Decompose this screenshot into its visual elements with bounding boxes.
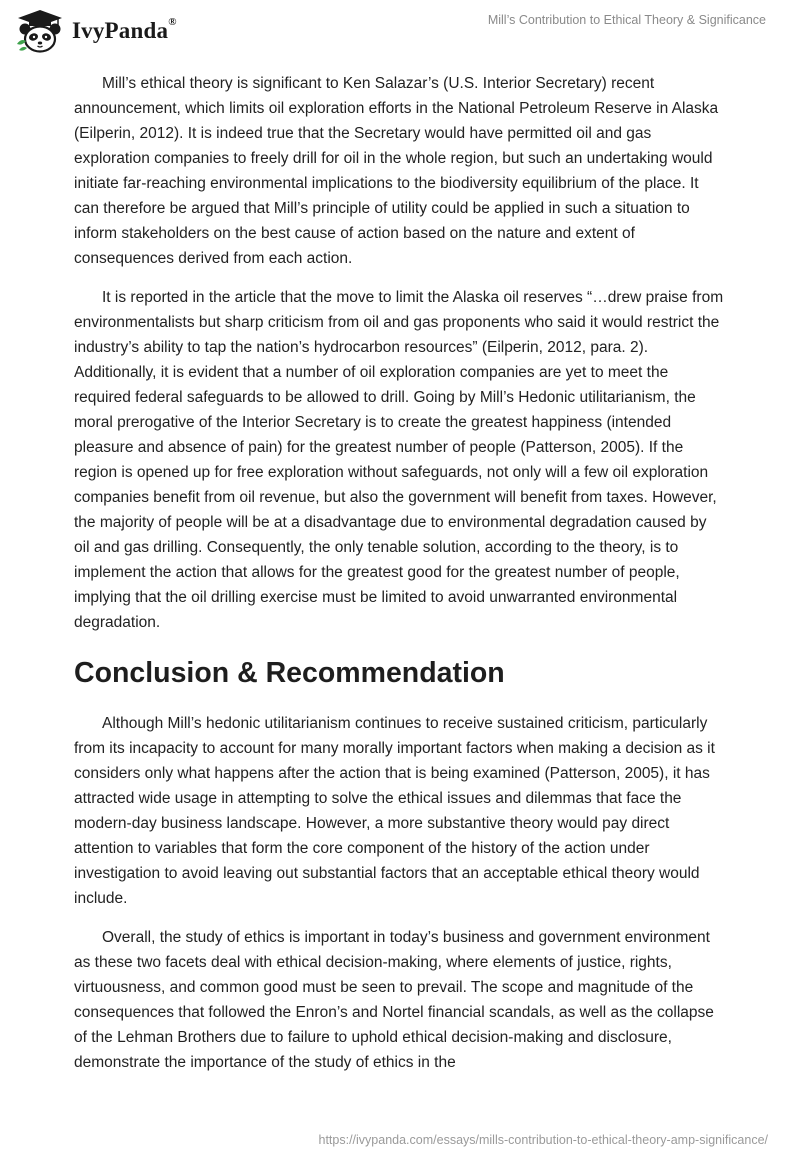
panda-graduate-icon <box>14 8 66 54</box>
paragraph: Although Mill’s hedonic utilitarianism continues to receive sustained criticism, particularly from its incapacity to account for many morally important factors when making a decision as it considers only what happens after the action that is being examined (Patterson, 2005), it has attracted wide usage in attempting to solve the ethical issues and dilemmas that face the modern-day business landscape. However, a more substantive theory would pay direct attention to variables that form the core component of the history of the action under investigation to avoid leaving out substantial factors that an acceptable ethical theory would include. <box>74 715 715 907</box>
ivypanda-logo[interactable] <box>14 8 177 54</box>
logo-text: IvyPanda <box>72 18 169 43</box>
registered-mark: ® <box>168 16 177 28</box>
essay-body <box>74 71 726 1089</box>
source-url[interactable]: https://ivypanda.com/essays/mills-contribution-to-ethical-theory-amp-significance/ <box>318 1133 768 1147</box>
document-title: Mill’s Contribution to Ethical Theory & Significance <box>487 13 766 27</box>
page-header <box>0 0 800 60</box>
paragraph: It is reported in the article that the move to limit the Alaska oil reserves “…drew praise from environmentalists but sharp criticism from oil and gas proponents who said it would restrict the industry’s ability to tap the nation’s hydrocarbon resources” (Eilperin, 2012, para. 2). Additionally, it is evident that a number of oil exploration companies are yet to meet the required federal safeguards to be allowed to drill. Going by Mill’s Hedonic utilitarianism, the moral prerogative of the Interior Secretary is to create the greatest happiness (intended pleasure and absence of pain) for the greatest number of people (Patterson, 2005). If the region is opened up for free exploration without safeguards, not only will a few oil exploration companies benefit from oil revenue, but also the government will benefit from taxes. However, the majority of people will be at a disadvantage due to environmental degradation caused by oil and gas drilling. Consequently, the only tenable solution, according to the theory, is to implement the action that allows for the greatest good for the greatest number of people, implying that the oil drilling exercise must be limited to avoid unwarranted environmental degradation. <box>74 289 724 631</box>
paragraph: Mill’s ethical theory is significant to Ken Salazar’s (U.S. Interior Secretary) recent announcement, which limits oil exploration efforts in the National Petroleum Reserve in Alaska (Eilperin, 2012). It is indeed true that the Secretary would have permitted oil and gas exploration companies to freely drill for oil in the whole region, but such an undertaking would initiate far-reaching environmental implications to the biodiversity equilibrium of the place. It can therefore be argued that Mill’s principle of utility could be applied in such a situation to inform stakeholders on the best cause of action based on the nature and extent of consequences derived from each action. <box>74 75 719 267</box>
paragraph: Overall, the study of ethics is important in today’s business and government environment as these two facets deal with ethical decision-making, where elements of justice, rights, virtuousness, and common good must be seen to prevail. The scope and magnitude of the consequences that followed the Enron’s and Nortel financial scandals, as well as the collapse of the Lehman Brothers due to failure to uphold ethical decision-making and disclosure, demonstrate the importance of the study of ethics in the <box>74 929 714 1071</box>
section-heading: Conclusion & Recommendation <box>74 657 505 689</box>
logo-wordmark <box>72 18 177 44</box>
